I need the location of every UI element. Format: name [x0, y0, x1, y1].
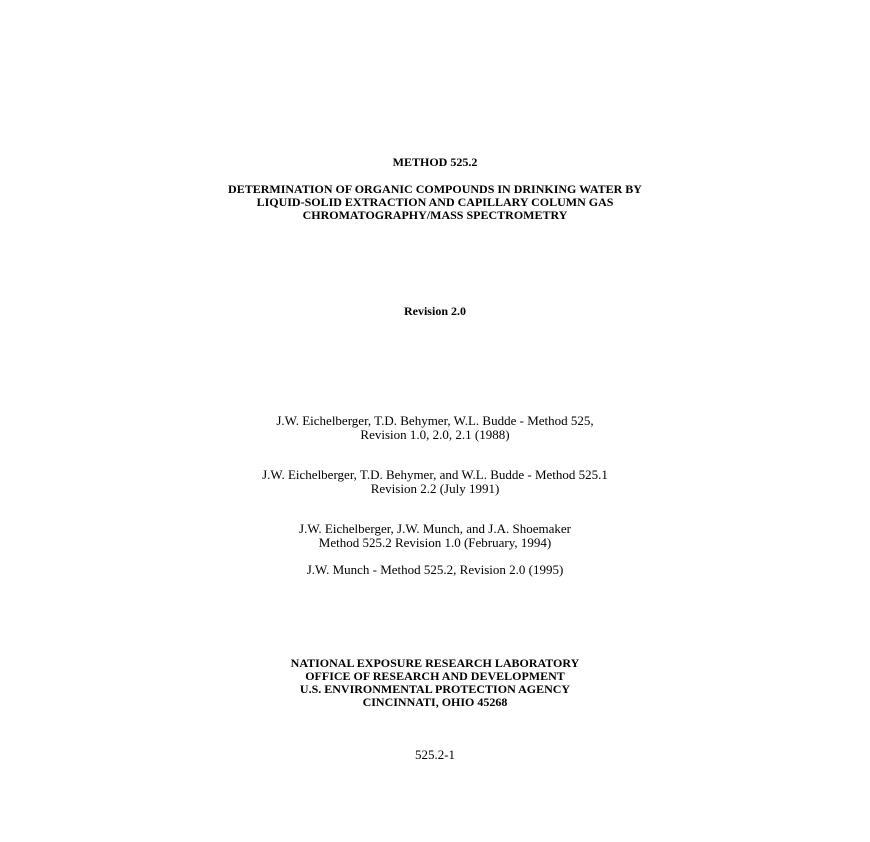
subtitle-line-3: CHROMATOGRAPHY/MASS SPECTROMETRY [302, 208, 568, 222]
history-entry-4-line-1: J.W. Munch - Method 525.2, Revision 2.0 (1995) [306, 562, 564, 577]
history-entry-3 [0, 522, 870, 550]
document-subtitle [0, 183, 870, 222]
page-number-text: 525.2-1 [414, 747, 456, 762]
history-entry-3-line-1: J.W. Eichelberger, J.W. Munch, and J.A. Shoemaker [299, 521, 571, 536]
history-entry-2 [0, 468, 870, 496]
subtitle-line-2: LIQUID-SOLID EXTRACTION AND CAPILLARY COLUMN GAS [256, 195, 614, 209]
history-entry-1-line-1: J.W. Eichelberger, T.D. Behymer, W.L. Budde - Method 525, [276, 413, 594, 428]
subtitle-line-1: DETERMINATION OF ORGANIC COMPOUNDS IN DRINKING WATER BY [228, 182, 642, 196]
history-entry-1-line-2: Revision 1.0, 2.0, 2.1 (1988) [360, 427, 510, 442]
history-entry-1 [0, 414, 870, 442]
document-title [0, 156, 870, 169]
organization-line-1: NATIONAL EXPOSURE RESEARCH LABORATORY [290, 656, 580, 670]
revision-label [0, 305, 870, 318]
organization-block [0, 657, 870, 709]
history-entry-4 [0, 563, 870, 577]
history-entry-2-line-1: J.W. Eichelberger, T.D. Behymer, and W.L. Budde - Method 525.1 [262, 467, 608, 482]
revision-line: Revision 2.0 [403, 304, 466, 318]
organization-line-3: U.S. ENVIRONMENTAL PROTECTION AGENCY [299, 682, 571, 696]
history-entry-2-line-2: Revision 2.2 (July 1991) [370, 481, 500, 496]
title-line: METHOD 525.2 [392, 155, 478, 169]
organization-line-2: OFFICE OF RESEARCH AND DEVELOPMENT [305, 669, 565, 683]
history-entry-3-line-2: Method 525.2 Revision 1.0 (February, 1994) [318, 535, 552, 550]
page-number [0, 748, 870, 762]
organization-line-4: CINCINNATI, OHIO 45268 [362, 695, 508, 709]
